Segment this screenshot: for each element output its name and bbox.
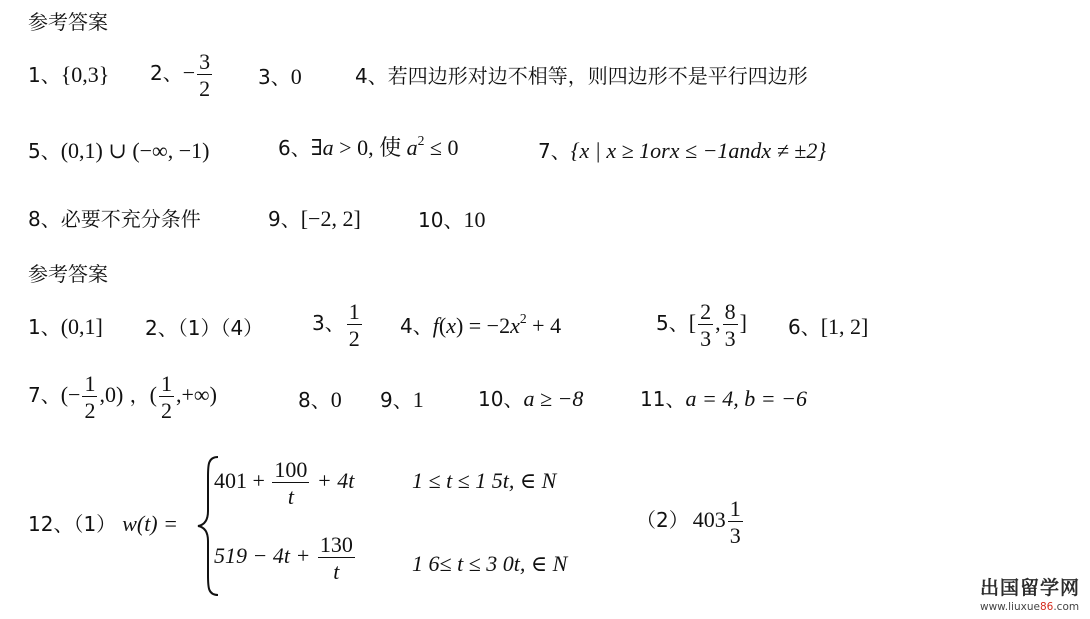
- answer-number: 2、: [145, 316, 178, 340]
- url-highlight: 86: [1039, 601, 1054, 613]
- denominator: 3: [700, 326, 712, 352]
- text-segment: ,0): [99, 382, 124, 408]
- answer-number: 10、: [418, 208, 464, 232]
- answer-value: 0: [330, 387, 342, 412]
- answer-b7: [28, 372, 217, 422]
- answer-9: [268, 208, 361, 230]
- denominator: 3: [729, 523, 741, 549]
- answer-b12-part2: [636, 497, 745, 547]
- denominator: t: [333, 559, 340, 585]
- answer-b9: [380, 389, 424, 411]
- function-f: f: [432, 313, 439, 338]
- bracket: ]: [739, 310, 747, 336]
- bracket: [: [688, 310, 697, 336]
- text-segment: + 4: [526, 313, 562, 338]
- text-segment: 401 +: [214, 468, 271, 494]
- numerator: 1: [729, 496, 741, 521]
- answer-number: 7、: [28, 383, 61, 408]
- answer-1: [28, 64, 109, 86]
- answer-number: 4、: [400, 314, 433, 338]
- fraction: [728, 497, 743, 547]
- answer-value: {x | x ≥ 1orx ≤ −1andx ≠ ±2}: [570, 138, 827, 163]
- denominator: 3: [724, 326, 736, 352]
- answer-number: 6、: [278, 136, 311, 160]
- function-w: w(t) =: [122, 511, 178, 536]
- numerator: 8: [724, 299, 736, 324]
- answer-number: 5、: [28, 139, 61, 163]
- answer-10: [418, 209, 485, 231]
- text-segment: ,+∞): [175, 382, 217, 408]
- answer-number: 7、: [538, 139, 571, 163]
- url-segment: www.liuxue: [979, 601, 1040, 613]
- answer-value: 10: [463, 207, 486, 232]
- fraction: [723, 300, 738, 350]
- denominator: 2: [348, 326, 360, 352]
- part-label: （2）: [636, 508, 689, 533]
- answer-6: [278, 132, 459, 160]
- numerator: 1: [84, 371, 96, 396]
- denominator: t: [287, 484, 294, 510]
- answer-b11: [640, 388, 807, 410]
- answer-8: [28, 208, 201, 230]
- case-2-expression: [214, 533, 357, 583]
- variable-x: x: [510, 313, 520, 338]
- answer-b12-label: [28, 513, 178, 535]
- numerator: 130: [319, 532, 353, 557]
- numerator: 1: [160, 371, 172, 396]
- answer-number: 8、: [28, 207, 61, 231]
- answer-b5: [656, 300, 747, 350]
- case-1-condition: 1 ≤ t ≤ 1 5t, ∈ N: [412, 468, 557, 493]
- answer-b1: [28, 316, 103, 338]
- answer-2: [150, 50, 214, 100]
- numerator: 100: [274, 457, 308, 482]
- fraction: [698, 300, 713, 350]
- answer-number: 5、: [656, 311, 689, 336]
- exponent: 2: [519, 310, 527, 326]
- exists-symbol: ∃: [310, 135, 323, 160]
- watermark-url: [980, 601, 1080, 613]
- minus-sign: −: [182, 60, 196, 86]
- answer-b10: [478, 388, 583, 410]
- fraction: [272, 458, 309, 508]
- fraction: [318, 533, 355, 583]
- numerator: 3: [199, 49, 211, 74]
- fraction: [347, 300, 362, 350]
- variable-a: a: [406, 135, 418, 160]
- exponent: 2: [417, 132, 425, 148]
- text-segment: + 4t: [311, 468, 355, 494]
- answer-number: 9、: [380, 388, 413, 412]
- case-1-expression: [214, 458, 354, 508]
- separator: ，: [123, 383, 150, 408]
- text-segment: ) = −2: [455, 313, 511, 338]
- answer-value: (0,1) ∪ (−∞, −1): [60, 138, 210, 163]
- answer-value: 必要不充分条件: [60, 207, 201, 231]
- answer-number: 6、: [788, 315, 821, 339]
- text-segment: 519 − 4t +: [214, 543, 316, 569]
- answer-value: a ≥ −8: [523, 386, 584, 411]
- answer-b8: [298, 389, 342, 411]
- answer-value: [1, 2]: [820, 314, 869, 339]
- answer-number: 3、: [312, 311, 345, 336]
- answer-number: 8、: [298, 388, 331, 412]
- answer-value: {0,3}: [60, 62, 110, 87]
- comma: ,: [715, 310, 721, 336]
- answer-number: 3、: [258, 65, 291, 89]
- answer-value: [−2, 2]: [300, 206, 361, 231]
- answer-value: 若四边形对边不相等，则四边形不是平行四边形: [387, 64, 808, 88]
- fraction: [197, 50, 212, 100]
- answer-number: 1、: [28, 315, 61, 339]
- answer-value: 1: [412, 387, 424, 412]
- answer-value: a = 4, b = −6: [685, 386, 807, 411]
- text-segment: (−: [60, 382, 81, 408]
- section1-heading: 参考答案: [28, 10, 108, 34]
- answer-b3: [312, 300, 364, 350]
- text-segment: > 0, 使: [333, 135, 407, 160]
- answer-b4: [400, 310, 562, 338]
- watermark-name: 出国留学网: [979, 577, 1080, 599]
- denominator: 2: [160, 398, 172, 424]
- variable-a: a: [322, 135, 334, 160]
- answer-value: (0,1]: [60, 314, 103, 339]
- answer-number: 12、（1）: [28, 512, 117, 536]
- answer-b6: [788, 316, 868, 338]
- url-segment: .com: [1053, 601, 1080, 613]
- fraction: [159, 372, 174, 422]
- denominator: 2: [84, 398, 96, 424]
- case-2-condition: 1 6≤ t ≤ 3 0t, ∈ N: [412, 551, 568, 576]
- answer-value: （1）（4）: [177, 316, 264, 340]
- answer-number: 10、: [478, 387, 524, 411]
- answer-b2: [145, 318, 263, 338]
- watermark-logo: [980, 573, 1080, 613]
- answer-5: [28, 140, 209, 162]
- answer-7: [538, 140, 826, 162]
- text-segment: ≤ 0: [424, 135, 459, 160]
- answer-number: 1、: [28, 63, 61, 87]
- answer-number: 4、: [355, 64, 388, 88]
- answer-value: 0: [290, 64, 302, 89]
- denominator: 2: [199, 76, 211, 102]
- variable-x: x: [446, 313, 456, 338]
- section2-heading: 参考答案: [28, 262, 108, 286]
- numerator: 2: [700, 299, 712, 324]
- text-segment: (: [149, 382, 157, 408]
- answer-number: 9、: [268, 207, 301, 231]
- answer-number: 2、: [150, 61, 183, 86]
- fraction: [82, 372, 97, 422]
- answer-4: [355, 66, 808, 86]
- whole-number: 403: [692, 507, 726, 533]
- answer-number: 11、: [640, 387, 686, 411]
- numerator: 1: [348, 299, 360, 324]
- answer-3: [258, 66, 302, 88]
- text-segment: (: [438, 313, 447, 338]
